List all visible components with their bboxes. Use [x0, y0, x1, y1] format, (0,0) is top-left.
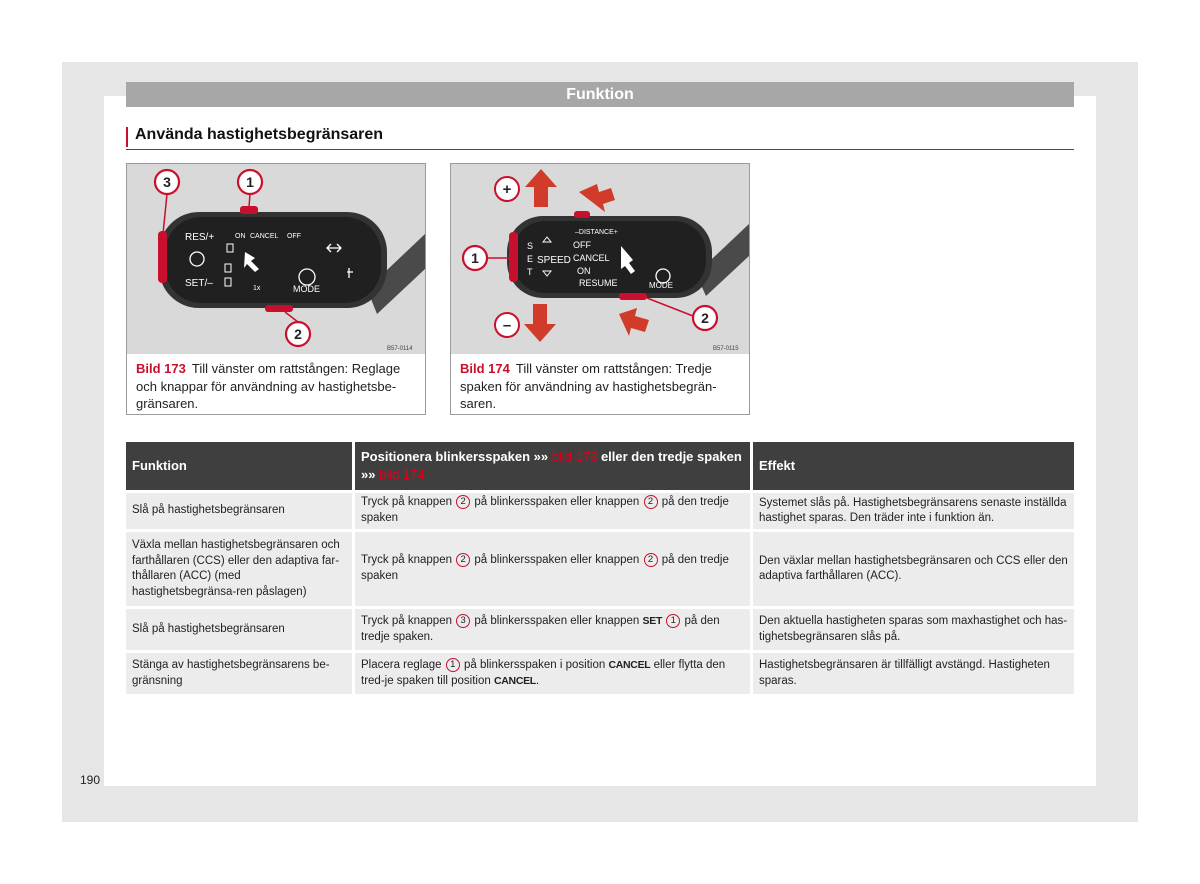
keyword-cancel: CANCEL	[608, 659, 651, 672]
cell-position: Tryck på knappen 3 på blinkersspaken eller knappen SET 1 på den tredje spaken.	[355, 609, 750, 650]
table-header-row	[126, 442, 1074, 490]
section-heading	[126, 125, 1074, 150]
section-heading-text: Använda hastighetsbegränsaren	[135, 126, 384, 143]
svg-text:2: 2	[294, 326, 302, 342]
figure-code: B57-0114	[387, 346, 413, 352]
cell-funktion: Växla mellan hastighetsbegränsaren och farthållaren (CCS) eller den adaptiva far-thållaren (ACC) (med hastighetsbegränsa-ren påslagen)	[126, 532, 352, 606]
link-bild-173[interactable]: bild 173	[551, 449, 598, 464]
cell-effekt: Den aktuella hastigheten sparas som maxhastighet och has-tighetsbegränsaren slås på.	[753, 609, 1074, 650]
page-number: 190	[80, 773, 101, 787]
label-cancel: CANCEL	[250, 233, 279, 240]
cell-position: Tryck på knappen 2 på blinkersspaken eller knappen 2 på den tredje spaken	[355, 493, 750, 529]
keyword-set: SET	[642, 615, 663, 628]
page-frame-left	[62, 62, 104, 822]
svg-text:–: –	[502, 317, 512, 334]
label-set: SET/–	[185, 278, 213, 289]
ref-number: 1	[446, 658, 460, 672]
figure-label: Bild 174	[460, 361, 510, 376]
label-mode: MODE	[293, 284, 320, 294]
header-position: Positionera blinkersspaken »» bild 173 eller den tredje spaken »» bild 174	[355, 442, 750, 490]
section-heading-marker	[126, 127, 128, 147]
cell-funktion: Stänga av hastighetsbegränsarens be-gränsning	[126, 653, 352, 694]
svg-text:3: 3	[163, 174, 171, 190]
figure-caption-text: Till vänster om rattstången: Reglage och knappar för användning av hastighetsbe-gränsaren.	[136, 361, 401, 411]
figure-173-illustration	[127, 164, 425, 354]
label-speed: SPEED	[537, 255, 571, 266]
header-effekt: Effekt	[753, 442, 1074, 490]
table-row	[126, 532, 1074, 606]
cell-effekt: Hastighetsbegränsaren är tillfälligt avstängd. Hastigheten sparas.	[753, 653, 1074, 694]
figure-caption	[136, 360, 418, 413]
cell-funktion: Slå på hastighetsbegränsaren	[126, 493, 352, 529]
label-t: T	[527, 267, 533, 277]
label-s: S	[527, 241, 534, 251]
ref-number: 1	[666, 614, 680, 628]
header-funktion: Funktion	[126, 442, 352, 490]
svg-text:2: 2	[701, 310, 709, 326]
label-resume: RESUME	[579, 278, 618, 288]
figure-code: B57-0115	[713, 346, 739, 352]
figure-174	[450, 163, 750, 415]
label-on: ON	[577, 266, 591, 276]
label-flash: 1x	[253, 285, 261, 292]
page-frame-right	[1096, 62, 1138, 822]
keyword-cancel: CANCEL	[493, 674, 536, 687]
cell-position: Tryck på knappen 2 på blinkersspaken eller knappen 2 på den tredje spaken	[355, 532, 750, 606]
ref-number: 3	[456, 614, 470, 628]
ref-number: 2	[456, 553, 470, 567]
label-e: E	[527, 254, 534, 264]
figure-174-illustration	[451, 164, 749, 354]
table-row	[126, 653, 1074, 694]
label-off: OFF	[287, 233, 301, 240]
cell-effekt: Den växlar mellan hastighetsbegränsaren och CCS eller den adaptiva farthållaren (ACC).	[753, 532, 1074, 606]
svg-text:1: 1	[471, 250, 479, 266]
cell-position: Placera reglage 1 på blinkersspaken i position CANCEL eller flytta den tred-je spaken till position CANCEL.	[355, 653, 750, 694]
cell-effekt: Systemet slås på. Hastighetsbegränsarens senaste inställda hastighet sparas. Den träder inte i funktion än.	[753, 493, 1074, 529]
table-row	[126, 609, 1074, 650]
figure-173	[126, 163, 426, 415]
svg-text:1: 1	[246, 174, 254, 190]
function-table	[126, 442, 1074, 694]
figure-caption	[460, 360, 742, 413]
ref-number: 2	[644, 495, 658, 509]
chapter-header: Funktion	[126, 82, 1074, 107]
page-frame-bottom	[62, 786, 1138, 822]
figure-caption-text: Till vänster om rattstången: Tredje spaken för användning av hastighetsbegrän-saren.	[460, 361, 717, 411]
label-mode: MODE	[649, 281, 673, 290]
table-row	[126, 493, 1074, 529]
label-distance: –DISTANCE+	[575, 229, 618, 236]
label-on: ON	[235, 233, 246, 240]
label-cancel: CANCEL	[573, 253, 610, 263]
cell-funktion: Slå på hastighetsbegränsaren	[126, 609, 352, 650]
link-bild-174[interactable]: bild 174	[379, 467, 425, 482]
label-res: RES/+	[185, 232, 215, 243]
svg-text:+: +	[502, 181, 512, 198]
label-off: OFF	[573, 240, 591, 250]
ref-number: 2	[456, 495, 470, 509]
ref-number: 2	[644, 553, 658, 567]
figure-label: Bild 173	[136, 361, 186, 376]
